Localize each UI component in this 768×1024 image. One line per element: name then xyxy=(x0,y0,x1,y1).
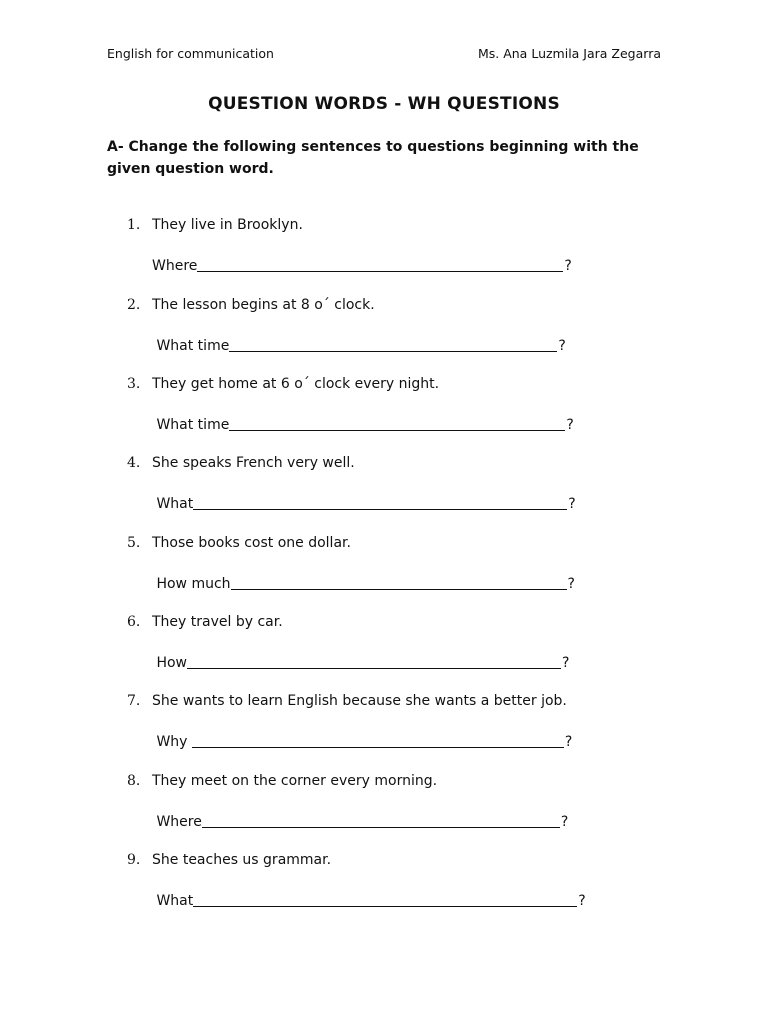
question-mark: ? xyxy=(566,417,574,433)
answer-line xyxy=(152,654,569,671)
exercise-item-7 xyxy=(0,693,768,773)
item-number: 7. xyxy=(127,693,141,709)
question-mark: ? xyxy=(562,655,570,671)
item-number: 1. xyxy=(127,217,141,233)
answer-line xyxy=(152,733,572,750)
answer-blank[interactable] xyxy=(202,813,560,828)
question-word: What xyxy=(152,893,194,909)
answer-blank[interactable] xyxy=(192,733,564,748)
question-mark: ? xyxy=(567,576,575,592)
question-word: How much xyxy=(152,576,231,592)
answer-line xyxy=(152,575,575,592)
answer-line xyxy=(152,337,566,354)
question-word: Where xyxy=(152,258,198,274)
item-sentence: They get home at 6 o´ clock every night. xyxy=(152,376,440,392)
question-mark: ? xyxy=(560,814,569,830)
exercise-item-3 xyxy=(0,376,768,456)
question-mark: ? xyxy=(578,893,586,909)
question-mark: ? xyxy=(564,734,573,750)
exercise-item-9 xyxy=(0,852,768,932)
item-sentence: She teaches us grammar. xyxy=(152,852,332,868)
item-number: 3. xyxy=(127,376,141,392)
answer-blank[interactable] xyxy=(197,257,563,272)
instruction-text: A- Change the following sentences to questions beginning with the given question word. xyxy=(107,139,639,177)
question-word: How xyxy=(152,655,187,671)
question-word: What xyxy=(152,496,194,512)
header-course: English for communication xyxy=(107,46,274,61)
exercise-item-4 xyxy=(0,455,768,535)
item-number: 5. xyxy=(127,535,141,551)
item-sentence: They live in Brooklyn. xyxy=(152,217,303,233)
item-number: 2. xyxy=(127,297,141,313)
item-sentence: They meet on the corner every morning. xyxy=(152,773,438,789)
page-title: QUESTION WORDS - WH QUESTIONS xyxy=(208,94,560,114)
item-number: 6. xyxy=(127,614,141,630)
answer-line xyxy=(152,416,574,433)
item-sentence: Those books cost one dollar. xyxy=(152,535,351,551)
answer-line xyxy=(152,495,576,512)
answer-blank[interactable] xyxy=(229,416,565,431)
question-word: What time xyxy=(152,338,230,354)
exercise-item-1 xyxy=(0,217,768,297)
item-sentence: They travel by car. xyxy=(152,614,283,630)
exercise-item-2 xyxy=(0,297,768,377)
exercise-item-8 xyxy=(0,773,768,853)
answer-blank[interactable] xyxy=(193,495,567,510)
question-mark: ? xyxy=(568,496,576,512)
answer-line xyxy=(152,257,572,274)
item-number: 4. xyxy=(127,455,141,471)
question-word: Where xyxy=(152,814,202,830)
item-sentence: She speaks French very well. xyxy=(152,455,355,471)
header-teacher: Ms. Ana Luzmila Jara Zegarra xyxy=(477,46,661,61)
answer-blank[interactable] xyxy=(187,654,561,669)
question-mark: ? xyxy=(564,258,572,274)
question-word: Why xyxy=(152,734,192,750)
answer-blank[interactable] xyxy=(229,337,557,352)
answer-blank[interactable] xyxy=(193,892,577,907)
answer-blank[interactable] xyxy=(231,575,567,590)
exercise-item-6 xyxy=(0,614,768,694)
answer-line xyxy=(152,813,568,830)
question-mark: ? xyxy=(558,338,566,354)
answer-line xyxy=(152,892,586,909)
item-sentence: The lesson begins at 8 o´ clock. xyxy=(152,297,375,313)
item-number: 9. xyxy=(127,852,141,868)
item-sentence: She wants to learn English because she wants a better job. xyxy=(152,693,567,709)
exercise-item-5 xyxy=(0,535,768,615)
question-word: What time xyxy=(152,417,230,433)
item-number: 8. xyxy=(127,773,141,789)
